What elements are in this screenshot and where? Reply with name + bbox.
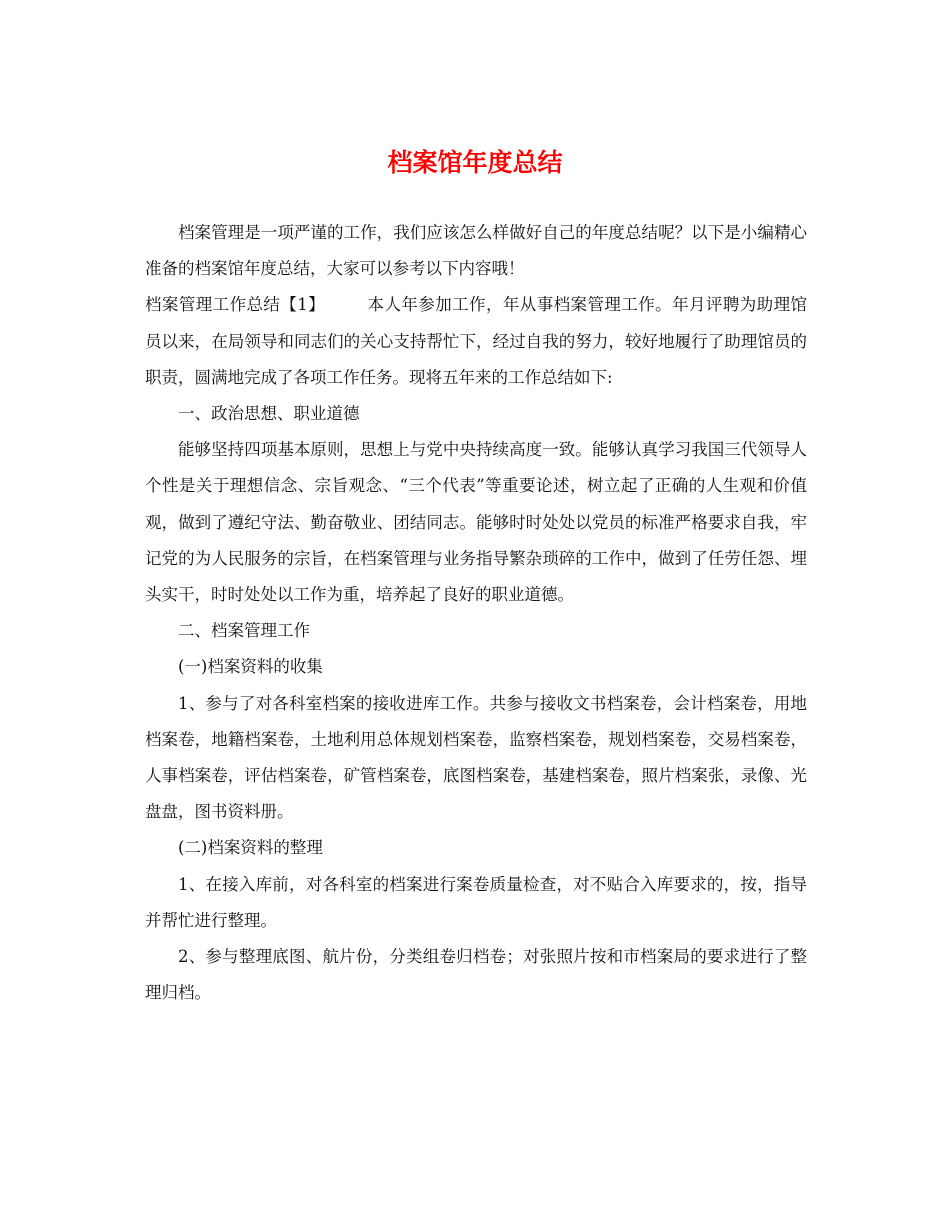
document-title: 档案馆年度总结 (387, 148, 563, 177)
document-body (145, 215, 807, 1011)
section-heading-1: 一、政治思想、职业道德 (178, 404, 360, 424)
opening-paragraph (145, 287, 807, 396)
section-heading-2: 二、档案管理工作 (178, 621, 310, 641)
subheading-2: (二)档案资料的整理 (178, 838, 323, 858)
paragraph-2: 1、参与了对各科室档案的接收进库工作。共参与接收文书档案卷，会计档案卷，用地档案卷，地籍档案卷，土地利用总体规划档案卷，监察档案卷，规划档案卷，交易档案卷，人事档案卷，评估档案卷，矿管档案卷，底图档案卷，基建档案卷，照片档案张，录像、光盘盘，图书资料册。 (145, 693, 807, 822)
subheading-1: (一)档案资料的收集 (178, 657, 323, 677)
paragraph-3: 1、在接入库前，对各科室的档案进行案卷质量检查，对不贴合入库要求的，按，指导并帮忙进行整理。 (145, 874, 807, 930)
intro-paragraph: 档案管理是一项严谨的工作，我们应该怎么样做好自己的年度总结呢？以下是小编精心准备的档案馆年度总结，大家可以参考以下内容哦！ (145, 223, 807, 279)
opening-text: 本人年参加工作，年从事档案管理工作。年月评聘为助理馆员以来，在局领导和同志们的关心支持帮忙下，经过自我的努力，较好地履行了助理馆员的职责，圆满地完成了各项工作任务。现将五年来的工作总结如下: (145, 295, 808, 387)
paragraph-4: 2、参与整理底图、航片份，分类组卷归档卷；对张照片按和市档案局的要求进行了整理归档。 (145, 947, 807, 1003)
paragraph-1: 能够坚持四项基本原则，思想上与党中央持续高度一致。能够认真学习我国三代领导人个性是关于理想信念、宗旨观念、“三个代表”等重要论述，树立起了正确的人生观和价值观，做到了遵纪守法、勤奋敬业、团结同志。能够时时处处以党员的标准严格要求自我，牢记党的为人民服务的宗旨，在档案管理与业务指导繁杂琐碎的工作中，做到了任劳任怨、埋头实干，时时处处以工作为重，培养起了良好的职业道德。 (145, 440, 807, 605)
section-label: 档案管理工作总结【1】 (145, 295, 326, 315)
